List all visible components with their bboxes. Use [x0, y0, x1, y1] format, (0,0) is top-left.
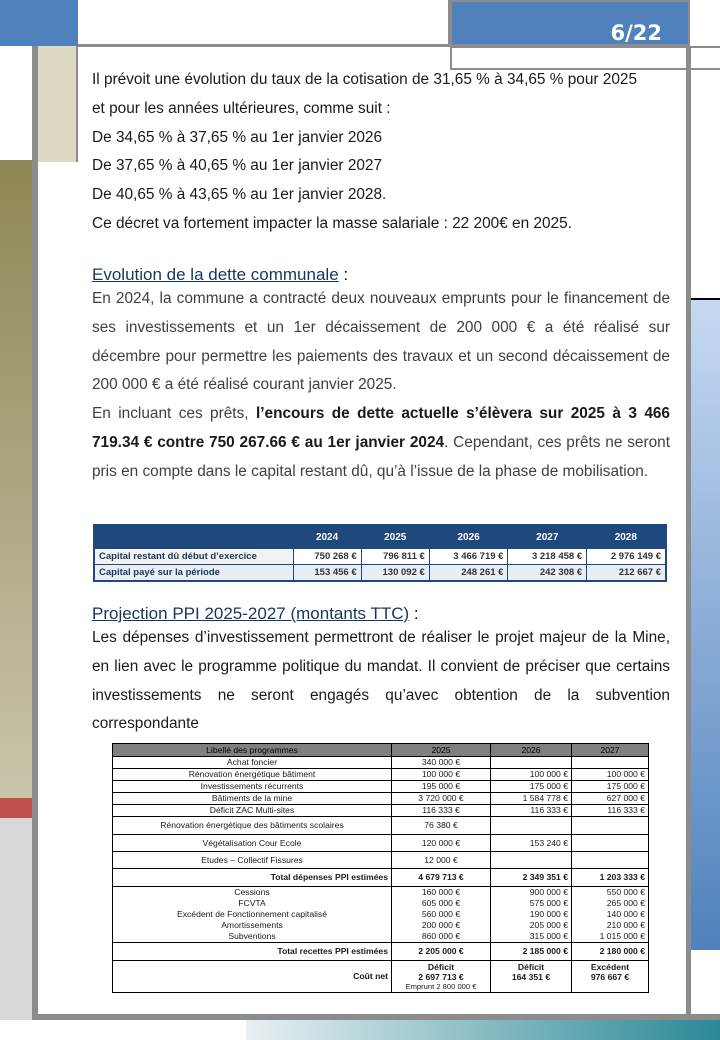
dette-year: 2025 [361, 525, 429, 549]
table-row [113, 852, 649, 869]
ppi-cell: 210 000 € [572, 920, 649, 931]
ppi-cell: 140 000 € [572, 909, 649, 920]
ppi-total-cell: 2 185 000 € [491, 943, 572, 961]
dette-table-header [94, 525, 666, 549]
ppi-cell [491, 817, 572, 835]
dette-paragraph-2 [92, 400, 670, 486]
intro-line: Ce décret va fortement impacter la masse salariale : 22 200€ en 2025. [92, 214, 572, 232]
table-row [113, 817, 649, 835]
ppi-header-year: 2027 [572, 744, 649, 757]
dette-cell: 3 218 458 € [508, 549, 587, 565]
ppi-cell: 116 333 € [572, 805, 649, 817]
dette-cell: 153 456 € [293, 565, 361, 582]
dette-year: 2027 [508, 525, 587, 549]
ppi-cell: 1 584 778 € [491, 793, 572, 805]
page-number: 6/22 [450, 0, 690, 46]
intro-line: De 34,65 % à 37,65 % au 1er janvier 2026 [92, 128, 383, 146]
ppi-cell: 200 000 € [392, 920, 491, 931]
dette-year: 2026 [429, 525, 508, 549]
ppi-header-year: 2025 [392, 744, 491, 757]
ppi-cell: 175 000 € [491, 781, 572, 793]
ppi-cell: 100 000 € [491, 769, 572, 781]
ppi-depenses [113, 757, 649, 869]
ppi-cell [572, 852, 649, 869]
ppi-cell [572, 835, 649, 852]
header-box [78, 0, 450, 46]
ppi-heading-text: Projection PPI 2025-2027 (montants TTC) [92, 604, 410, 623]
ppi-cell: 1 015 000 € [572, 931, 649, 943]
ppi-table [112, 743, 649, 993]
ppi-cell [491, 757, 572, 769]
intro-line: et pour les années ultérieures, comme suit : [92, 99, 391, 117]
ppi-cell: 120 000 € [392, 835, 491, 852]
cout-status: Excédent [590, 962, 630, 972]
dette-cell: 130 092 € [361, 565, 429, 582]
ppi-cell: 100 000 € [572, 769, 649, 781]
ppi-table-header [113, 744, 649, 757]
ppi-cell: 550 000 € [572, 887, 649, 899]
left-accent-red [0, 798, 32, 818]
cout-status: Déficit [517, 962, 545, 972]
dette-cell: 248 261 € [429, 565, 508, 582]
dette-paragraph-1: En 2024, la commune a contracté deux nouveaux emprunts pour le financement de ses investissements et un 1er décaissement de 200 000 € a été réalisé sur décembre pour permettre les paiements des travaux et un second décaissement de 200 000 € a été réalisé courant janvier 2025. [92, 290, 670, 394]
ppi-row-label: Cessions [113, 887, 392, 899]
ppi-total-cell: 2 349 351 € [491, 869, 572, 887]
cout-status: Déficit [427, 962, 455, 972]
table-row [113, 909, 649, 920]
dette-cell: 750 268 € [293, 549, 361, 565]
ppi-cell: 76 380 € [392, 817, 491, 835]
ppi-total-label: Total recettes PPI estimées [113, 943, 392, 961]
intro-section [92, 66, 670, 239]
ppi-cell: 627 000 € [572, 793, 649, 805]
intro-line: De 40,65 % à 43,65 % au 1er janvier 2028. [92, 186, 387, 204]
ppi-row-label: Amortissements [113, 920, 392, 931]
cout-value: 2 697 713 € [418, 972, 464, 982]
dette-year: 2028 [587, 525, 666, 549]
table-row [113, 757, 649, 769]
ppi-row-label: Déficit ZAC Multi-sites [113, 805, 392, 817]
left-accent-olive [0, 160, 32, 800]
table-row [113, 781, 649, 793]
right-accent-blue [691, 300, 720, 950]
table-row [113, 769, 649, 781]
ppi-paragraph: Les dépenses d’investissement permettront de réaliser le projet majeur de la Mine, en lien avec le programme politique du mandat. Il convient de préciser que certains investissements ne seront engagés qu’avec obtention de la subvention correspondante [92, 629, 670, 733]
ppi-cell: 116 333 € [491, 805, 572, 817]
ppi-cell: 265 000 € [572, 898, 649, 909]
ppi-cout-net-cell [392, 961, 491, 993]
intro-line: Il prévoit une évolution du taux de la cotisation de 31,65 % à 34,65 % pour 2025 [92, 71, 638, 88]
ppi-row-label: Subventions [113, 931, 392, 943]
table-row [113, 931, 649, 943]
ppi-row-label: Rénovation énergétique des bâtiments scolaires [113, 817, 392, 835]
table-row [94, 549, 666, 565]
ppi-heading [92, 604, 670, 624]
dette-cell: 242 308 € [508, 565, 587, 582]
ppi-cell [572, 817, 649, 835]
ppi-cell: 315 000 € [491, 931, 572, 943]
dette-year: 2024 [293, 525, 361, 549]
ppi-row-label: Rénovation énergétique bâtiment [113, 769, 392, 781]
dette-para2-start: En incluant ces prêts, [92, 405, 256, 423]
ppi-cout-net [113, 961, 649, 993]
dette-encours-highlight: l’encours de dette actuelle s’élèvera sur 2025 à 3 466 719.34 € contre 750 267.66 € au 1er janvier 2024 [92, 405, 670, 451]
table-row [113, 805, 649, 817]
dette-heading-text: Evolution de la dette communale [92, 265, 339, 284]
cout-value: 164 351 € [511, 972, 551, 982]
intro-line: De 37,65 % à 40,65 % au 1er janvier 2027 [92, 157, 383, 175]
ppi-cout-net-cell [491, 961, 572, 993]
ppi-row-label: Etudes – Collectif Fissures [113, 852, 392, 869]
ppi-cell: 175 000 € [572, 781, 649, 793]
table-row [113, 887, 649, 899]
ppi-total-depenses [113, 869, 649, 887]
ppi-cell: 12 000 € [392, 852, 491, 869]
dette-header-empty [94, 525, 293, 549]
heading-colon: : [338, 265, 349, 284]
cout-value: 976 667 € [590, 972, 630, 982]
ppi-row-label: Investissements récurrents [113, 781, 392, 793]
dette-cell: 2 976 149 € [587, 549, 666, 565]
table-row [113, 793, 649, 805]
cout-note: Emprunt 2 800 000 € [405, 982, 477, 991]
ppi-cout-net-cell [572, 961, 649, 993]
ppi-header-year: 2026 [491, 744, 572, 757]
left-accent-tan [38, 46, 78, 162]
ppi-recettes [113, 887, 649, 943]
ppi-cell [491, 852, 572, 869]
ppi-cell: 190 000 € [491, 909, 572, 920]
ppi-cell: 575 000 € [491, 898, 572, 909]
dette-row-label: Capital restant dû début d’exercice [94, 549, 293, 565]
header-rule [450, 46, 720, 48]
ppi-cell: 605 000 € [392, 898, 491, 909]
ppi-cell: 100 000 € [392, 769, 491, 781]
heading-colon: : [409, 604, 419, 623]
ppi-row-label: Bâtiments de la mine [113, 793, 392, 805]
ppi-cell: 900 000 € [491, 887, 572, 899]
table-row [94, 565, 666, 582]
ppi-cell: 160 000 € [392, 887, 491, 899]
ppi-row-label: Achat foncier [113, 757, 392, 769]
ppi-cell: 3 720 000 € [392, 793, 491, 805]
ppi-total-label: Total dépenses PPI estimées [113, 869, 392, 887]
footer-left-box [38, 1020, 247, 1040]
dette-heading [92, 265, 670, 285]
ppi-total-cell: 2 205 000 € [392, 943, 491, 961]
left-accent-gray [0, 818, 32, 1020]
dette-section [92, 265, 670, 487]
ppi-row-label: Excédent de Fonctionnement capitalisé [113, 909, 392, 920]
ppi-cell: 205 000 € [491, 920, 572, 931]
header-divider [78, 44, 450, 47]
footer-accent [246, 1020, 720, 1040]
table-row [113, 920, 649, 931]
ppi-cell: 116 333 € [392, 805, 491, 817]
dette-cell: 212 667 € [587, 565, 666, 582]
ppi-cout-net-label: Coût net [113, 961, 392, 993]
table-row [113, 898, 649, 909]
table-row [113, 835, 649, 852]
dette-cell: 796 811 € [361, 549, 429, 565]
ppi-cell: 153 240 € [491, 835, 572, 852]
ppi-cell [572, 757, 649, 769]
ppi-cell: 560 000 € [392, 909, 491, 920]
dette-para2-end: . Cependant, ces prêts ne seront pris en compte dans le capital restant dû, qu’à l’issue de la phase de mobilisation. [92, 433, 670, 480]
ppi-total-cell: 4 679 713 € [392, 869, 491, 887]
ppi-total-cell: 1 203 333 € [572, 869, 649, 887]
dette-table [93, 524, 667, 582]
ppi-cell: 860 000 € [392, 931, 491, 943]
header-accent-left [0, 0, 78, 46]
ppi-row-label: Végétalisation Cour Ecole [113, 835, 392, 852]
dette-row-label: Capital payé sur la période [94, 565, 293, 582]
ppi-total-recettes [113, 943, 649, 961]
ppi-total-cell: 2 180 000 € [572, 943, 649, 961]
ppi-cell: 195 000 € [392, 781, 491, 793]
ppi-row-label: FCVTA [113, 898, 392, 909]
dette-cell: 3 466 719 € [429, 549, 508, 565]
ppi-cell: 340 000 € [392, 757, 491, 769]
ppi-header-label: Libellé des programmes [113, 744, 392, 757]
ppi-section [92, 604, 670, 739]
